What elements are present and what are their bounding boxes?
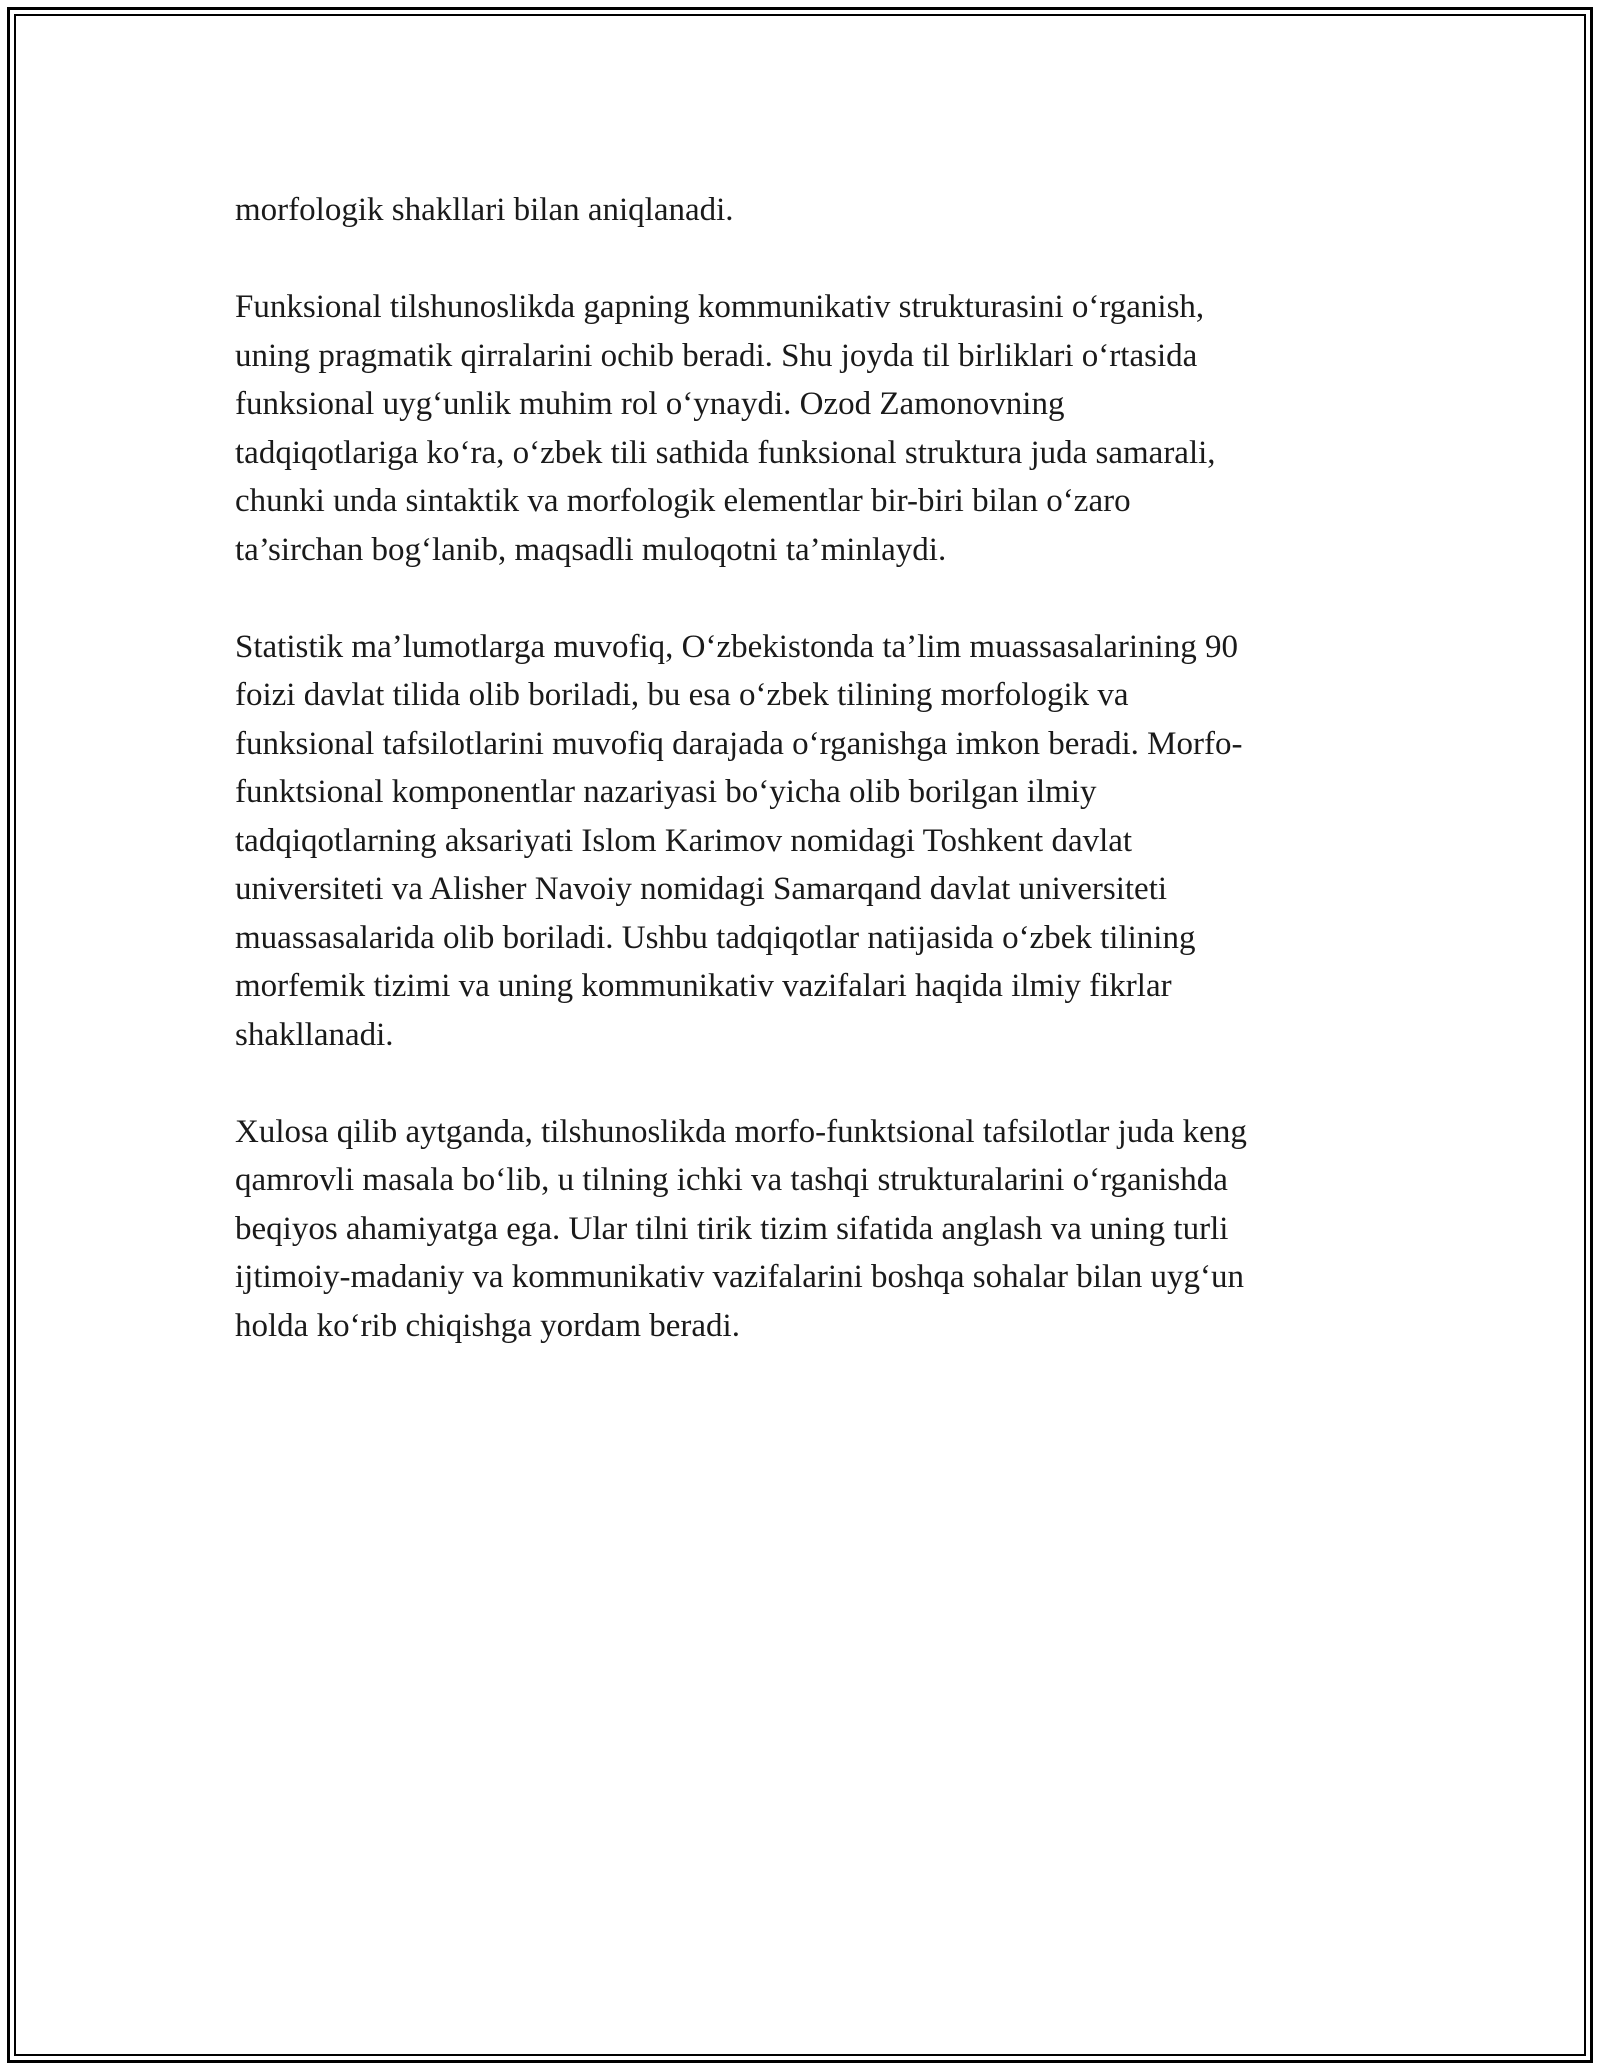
paragraph-4: [235, 1108, 1375, 1351]
text-line: morfologik shakllari bilan aniqlanadi.: [235, 192, 734, 228]
text-line: Xulosa qilib aytganda, tilshunoslikda morfo-funktsional tafsilotlar juda keng: [235, 1113, 1247, 1150]
text-line: ta’sirchan bog‘lanib, maqsadli muloqotni ta’minlaydi.: [235, 531, 947, 568]
text-line: tadqiqotlarning aksariyati Islom Karimov nomidagi Toshkent davlat: [235, 822, 1133, 859]
text-line: shakllanadi.: [235, 1016, 394, 1053]
paragraph-1: [235, 186, 1375, 235]
text-line: chunki unda sintaktik va morfologik elementlar bir-biri bilan o‘zaro: [235, 483, 1131, 519]
text-line: qamrovli masala bo‘lib, u tilning ichki va tashqi strukturalarini o‘rganishda: [235, 1162, 1228, 1198]
text-line: holda ko‘rib chiqishga yordam beradi.: [235, 1307, 740, 1344]
text-line: universiteti va Alisher Navoiy nomidagi Samarqand davlat universiteti: [235, 871, 1168, 907]
text-line: funksional uyg‘unlik muhim rol o‘ynaydi. Ozod Zamonovning: [235, 386, 1065, 422]
text-line: Statistik ma’lumotlarga muvofiq, O‘zbekistonda ta’lim muassasalarining 90: [235, 628, 1238, 665]
text-line: funksional tafsilotlarini muvofiq darajada o‘rganishga imkon beradi. Morfo-: [235, 725, 1243, 762]
text-line: foizi davlat tilida olib boriladi, bu esa o‘zbek tilining morfologik va: [235, 677, 1129, 713]
paragraph-2: [235, 283, 1375, 574]
text-line: funktsional komponentlar nazariyasi bo‘yicha olib borilgan ilmiy: [235, 774, 1097, 810]
text-line: ijtimoiy-madaniy va kommunikativ vazifalarini boshqa sohalar bilan uyg‘un: [235, 1259, 1245, 1295]
text-line: muassasalarida olib boriladi. Ushbu tadqiqotlar natijasida o‘zbek tilining: [235, 919, 1196, 956]
document-body: [235, 186, 1375, 1399]
text-line: uning pragmatik qirralarini ochib beradi. Shu joyda til birliklari o‘rtasida: [235, 337, 1198, 374]
text-line: morfemik tizimi va uning kommunikativ vazifalari haqida ilmiy fikrlar: [235, 968, 1172, 1004]
paragraph-3: [235, 623, 1375, 1060]
text-line: tadqiqotlariga ko‘ra, o‘zbek tili sathida funksional struktura juda samarali,: [235, 434, 1216, 471]
text-line: Funksional tilshunoslikda gapning kommunikativ strukturasini o‘rganish,: [235, 289, 1205, 325]
text-line: beqiyos ahamiyatga ega. Ular tilni tirik tizim sifatida anglash va uning turli: [235, 1210, 1229, 1247]
